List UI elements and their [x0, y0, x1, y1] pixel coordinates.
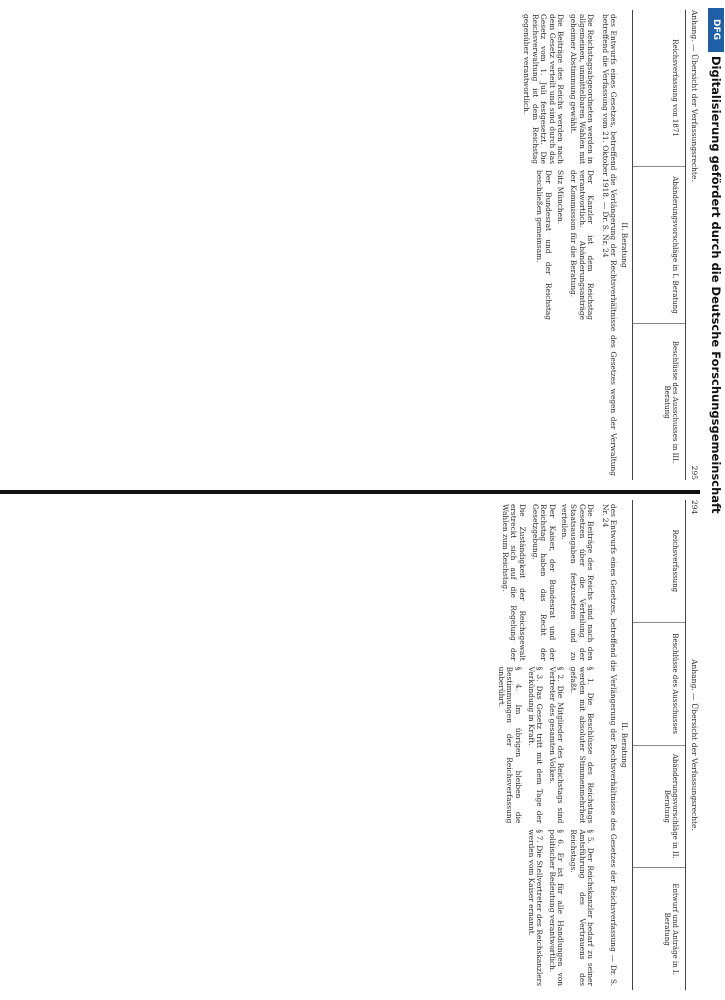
text-body — [492, 504, 594, 986]
text-column-right — [492, 829, 594, 986]
page-bottom — [0, 500, 700, 990]
page-split-rule — [0, 490, 700, 494]
header-center: Anhang. — Übersicht der Verfassungsrechte. — [690, 659, 699, 831]
dfg-funding-text: Digitalisierung gefördert durch die Deutsche Forschungsgemeinschaft — [709, 56, 723, 514]
dfg-banner — [707, 8, 725, 998]
column-header: Reichsverfassung von 1871 — [633, 10, 685, 167]
column-header: Entwurf und Anträge in I. Beratung — [663, 883, 679, 975]
column-header: Abänderungsvorschläge in II. Beratung — [633, 746, 685, 869]
page-top — [0, 10, 700, 480]
paragraph: Der Bundesrat und der Reichstag beschließen gemeinsam. — [535, 170, 553, 320]
paragraph: Die Beiträge des Reichs sind nach den Gesetzen über die Verteilung der Staatsausgaben festzusetzen und zu verteilen. — [560, 504, 596, 661]
column-header: Abänderungsvorschläge in I. Beratung — [633, 167, 685, 324]
column-header: Beschlüsse des Ausschusses — [633, 623, 685, 746]
paragraph: § 4. Im übrigen bleiben die Bestimmungen der Reichsverfassung unberührt. — [496, 666, 524, 824]
page-header-bottom — [685, 500, 700, 990]
paragraph: § 1. Die Beschlüsse des Reichstags werden mit absoluter Stimmenmehrheit gefaßt. — [569, 666, 596, 824]
page-number: 295 — [690, 465, 699, 480]
paragraph: § 6. Er ist für alle Handlungen von politischer Bedeutung verantwortlich. — [547, 829, 566, 987]
paragraph: § 3. Das Gesetz tritt mit dem Tage der Verkündung in Kraft. — [526, 666, 545, 824]
paragraph: Die Zuständigkeit der Reichsgewalt erstreckt sich auf die Regelung der Wahlen zum Reichstag. — [500, 504, 528, 661]
text-column-left — [492, 504, 594, 661]
column-header: Reichsverfassung — [633, 500, 685, 623]
text-column-right — [517, 326, 594, 476]
paragraph: Der Kanzler ist dem Reichstag verantwortlich. Abänderungsanträge der Kommission für die Beratung. — [569, 170, 596, 320]
page-header-top — [685, 10, 700, 480]
column-headers — [632, 500, 685, 990]
dfg-logo-icon: DFG — [708, 8, 724, 52]
text-column-middle — [492, 667, 594, 824]
text-column-left — [517, 14, 594, 164]
page-number: 294 — [690, 500, 699, 515]
paragraph: § 7. Die Stellvertreter des Reichskanzlers werden vom Kaiser ernannt. — [526, 829, 545, 987]
paragraph: Sitz München. — [556, 170, 566, 225]
paragraph: Der Kaiser, der Bundesrat und der Reichstag haben das Recht der Gesetzgebung. — [530, 504, 557, 661]
column-header: Beschlüsse des Ausschusses in III. Beratung — [663, 340, 679, 464]
column-headers — [632, 10, 685, 480]
paragraph: § 5. Der Reichskanzler bedarf zu seiner Amtsführung des Vertrauens des Reichstags. — [569, 829, 596, 987]
section-intro: des Entwurfs eines Gesetzes, betreffend die Verlängerung der Rechtsverhältnisse des Gesetzes wegen der Verwaltung betreffend die Verfassung vom 21. Oktober 1918. — Dr. S. Nr. 24 — [600, 14, 619, 476]
section-title: II. Beratung — [620, 722, 629, 768]
section-title: II. Beratung — [620, 222, 629, 268]
paragraph: Die Beiträge des Reichs werden nach dem Gesetz verteilt und sind durch das Gesetz vom 1. Juli festgesetzt. Die Reichsverwaltung ist dem Reichstag gegenüber verantwortlich. — [522, 14, 566, 164]
paragraph: § 2. Die Mitglieder des Reichstags sind Vertreter des gesamten Volkes. — [547, 666, 566, 824]
text-body — [517, 14, 594, 476]
section-intro: des Entwurfs eines Gesetzes, betreffend die Verlängerung der Rechtsverhältnisse des Gesetzes der Reichsverfassung — Dr. S. Nr. 24 — [600, 504, 619, 986]
header-left: Anhang. — Übersicht der Verfassungsrechte. — [690, 10, 699, 182]
paragraph: Die Reichstagsabgeordneten werden in allgemeinen, unmittelbaren Wahlen mit geheimer Abstimmung gewählt. — [569, 14, 596, 164]
text-column-middle — [517, 170, 594, 320]
